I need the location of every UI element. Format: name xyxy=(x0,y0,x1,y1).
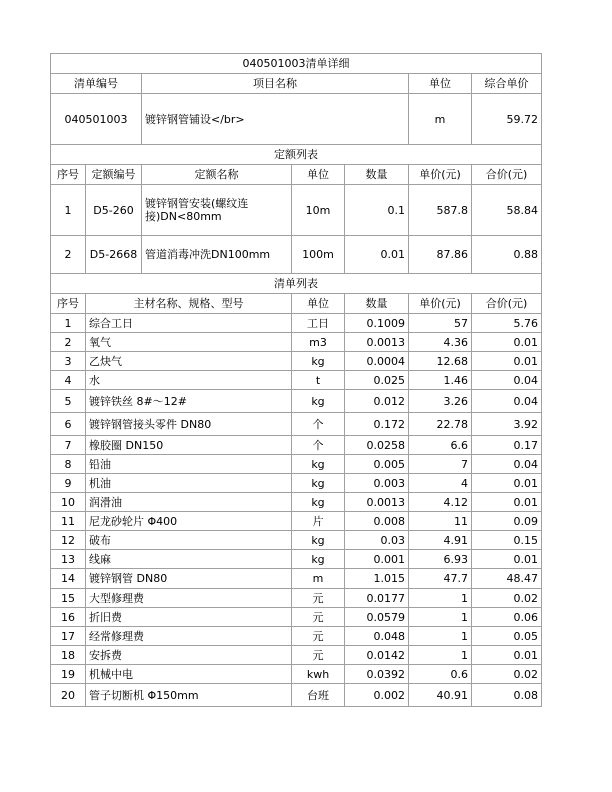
material-unit-price: 4 xyxy=(409,474,472,493)
material-unit: t xyxy=(292,371,345,390)
material-unit-price: 7 xyxy=(409,455,472,474)
material-name: 管子切断机 Φ150mm xyxy=(86,684,292,707)
material-qty: 0.0013 xyxy=(345,493,409,512)
material-header-name: 主材名称、规格、型号 xyxy=(86,294,292,314)
quota-header-no: 序号 xyxy=(51,165,86,185)
material-unit-price: 11 xyxy=(409,512,472,531)
material-total: 0.09 xyxy=(472,512,542,531)
material-total: 0.04 xyxy=(472,455,542,474)
material-section-title: 清单列表 xyxy=(51,274,542,294)
quota-header-unit-price: 单价(元) xyxy=(409,165,472,185)
material-name: 乙炔气 xyxy=(86,352,292,371)
table-row xyxy=(51,684,542,707)
table-row xyxy=(51,665,542,684)
quota-unit: 100m xyxy=(292,236,345,274)
material-total: 0.05 xyxy=(472,627,542,646)
material-name: 大型修理费 xyxy=(86,589,292,608)
material-unit: 台班 xyxy=(292,684,345,707)
material-name: 润滑油 xyxy=(86,493,292,512)
list-item-unit: m xyxy=(409,94,472,145)
material-no: 10 xyxy=(51,493,86,512)
quota-header-qty: 数量 xyxy=(345,165,409,185)
material-no: 14 xyxy=(51,569,86,589)
material-unit-price: 1 xyxy=(409,589,472,608)
material-no: 19 xyxy=(51,665,86,684)
quota-qty: 0.1 xyxy=(345,185,409,236)
material-no: 2 xyxy=(51,333,86,352)
list-header-unit: 单位 xyxy=(409,74,472,94)
table-row xyxy=(51,512,542,531)
material-qty: 0.005 xyxy=(345,455,409,474)
material-total: 0.04 xyxy=(472,371,542,390)
list-item-price: 59.72 xyxy=(472,94,542,145)
material-name: 铅油 xyxy=(86,455,292,474)
material-qty: 0.002 xyxy=(345,684,409,707)
material-header-unit-price: 单价(元) xyxy=(409,294,472,314)
material-total: 5.76 xyxy=(472,314,542,333)
quota-unit: 10m xyxy=(292,185,345,236)
material-qty: 0.172 xyxy=(345,413,409,436)
list-header-price: 综合单价 xyxy=(472,74,542,94)
material-header-qty: 数量 xyxy=(345,294,409,314)
table-row xyxy=(51,493,542,512)
material-name: 镀锌钢管 DN80 xyxy=(86,569,292,589)
material-no: 12 xyxy=(51,531,86,550)
material-qty: 0.025 xyxy=(345,371,409,390)
quota-row xyxy=(51,185,542,236)
table-row xyxy=(51,550,542,569)
material-name: 水 xyxy=(86,371,292,390)
material-unit: kg xyxy=(292,352,345,371)
material-total: 0.01 xyxy=(472,333,542,352)
table-row xyxy=(51,455,542,474)
material-qty: 0.03 xyxy=(345,531,409,550)
material-no: 3 xyxy=(51,352,86,371)
material-unit: kg xyxy=(292,493,345,512)
material-total: 0.02 xyxy=(472,665,542,684)
material-unit: 元 xyxy=(292,608,345,627)
material-unit: 片 xyxy=(292,512,345,531)
material-unit-price: 1 xyxy=(409,608,472,627)
quota-header-total: 合价(元) xyxy=(472,165,542,185)
material-qty: 0.003 xyxy=(345,474,409,493)
material-no: 8 xyxy=(51,455,86,474)
material-unit: m3 xyxy=(292,333,345,352)
material-total: 0.08 xyxy=(472,684,542,707)
table-row xyxy=(51,646,542,665)
material-total: 0.15 xyxy=(472,531,542,550)
material-unit-price: 22.78 xyxy=(409,413,472,436)
material-unit-price: 6.6 xyxy=(409,436,472,455)
table-row xyxy=(51,627,542,646)
material-unit: kg xyxy=(292,550,345,569)
material-unit-price: 12.68 xyxy=(409,352,472,371)
material-qty: 0.0258 xyxy=(345,436,409,455)
material-total: 0.06 xyxy=(472,608,542,627)
material-unit-price: 0.6 xyxy=(409,665,472,684)
table-row xyxy=(51,333,542,352)
material-qty: 0.001 xyxy=(345,550,409,569)
material-unit-price: 6.93 xyxy=(409,550,472,569)
material-no: 17 xyxy=(51,627,86,646)
table-row xyxy=(51,390,542,413)
list-item-name: 镀锌钢管铺设</br> xyxy=(142,94,409,145)
material-unit-price: 1 xyxy=(409,646,472,665)
material-qty: 0.1009 xyxy=(345,314,409,333)
material-unit: kg xyxy=(292,455,345,474)
material-no: 20 xyxy=(51,684,86,707)
material-qty: 0.012 xyxy=(345,390,409,413)
quota-row xyxy=(51,236,542,274)
material-unit: 元 xyxy=(292,646,345,665)
table-row xyxy=(51,531,542,550)
material-unit-price: 40.91 xyxy=(409,684,472,707)
quota-code: D5-260 xyxy=(86,185,142,236)
material-header-unit: 单位 xyxy=(292,294,345,314)
material-no: 15 xyxy=(51,589,86,608)
quota-total: 0.88 xyxy=(472,236,542,274)
material-name: 破布 xyxy=(86,531,292,550)
material-name: 机械中电 xyxy=(86,665,292,684)
material-no: 13 xyxy=(51,550,86,569)
quota-qty: 0.01 xyxy=(345,236,409,274)
material-total: 48.47 xyxy=(472,569,542,589)
quota-header-code: 定额编号 xyxy=(86,165,142,185)
material-header-total: 合价(元) xyxy=(472,294,542,314)
material-no: 1 xyxy=(51,314,86,333)
material-unit-price: 1 xyxy=(409,627,472,646)
material-unit-price: 1.46 xyxy=(409,371,472,390)
material-name: 综合工日 xyxy=(86,314,292,333)
material-header-no: 序号 xyxy=(51,294,86,314)
material-qty: 0.0177 xyxy=(345,589,409,608)
material-total: 0.17 xyxy=(472,436,542,455)
quota-total: 58.84 xyxy=(472,185,542,236)
material-total: 0.04 xyxy=(472,390,542,413)
material-unit: kg xyxy=(292,531,345,550)
material-unit: 个 xyxy=(292,436,345,455)
material-no: 5 xyxy=(51,390,86,413)
table-title: 040501003清单详细 xyxy=(51,54,542,74)
material-unit: kg xyxy=(292,390,345,413)
material-qty: 0.0392 xyxy=(345,665,409,684)
material-no: 4 xyxy=(51,371,86,390)
quota-code: D5-2668 xyxy=(86,236,142,274)
material-unit: m xyxy=(292,569,345,589)
table-row xyxy=(51,314,542,333)
material-name: 机油 xyxy=(86,474,292,493)
list-header-code: 清单编号 xyxy=(51,74,142,94)
material-qty: 0.0579 xyxy=(345,608,409,627)
material-name: 经常修理费 xyxy=(86,627,292,646)
material-name: 线麻 xyxy=(86,550,292,569)
list-item-code: 040501003 xyxy=(51,94,142,145)
material-qty: 0.048 xyxy=(345,627,409,646)
material-total: 0.01 xyxy=(472,493,542,512)
table-row xyxy=(51,352,542,371)
quota-header-unit: 单位 xyxy=(292,165,345,185)
material-name: 安拆费 xyxy=(86,646,292,665)
material-no: 9 xyxy=(51,474,86,493)
material-qty: 0.008 xyxy=(345,512,409,531)
material-unit: kwh xyxy=(292,665,345,684)
material-name: 氧气 xyxy=(86,333,292,352)
quota-name: 管道消毒冲洗DN100mm xyxy=(142,236,292,274)
material-total: 0.02 xyxy=(472,589,542,608)
material-unit: 工日 xyxy=(292,314,345,333)
material-qty: 1.015 xyxy=(345,569,409,589)
quota-unit-price: 587.8 xyxy=(409,185,472,236)
material-unit-price: 47.7 xyxy=(409,569,472,589)
material-unit-price: 4.91 xyxy=(409,531,472,550)
material-name: 镀锌钢管接头零件 DN80 xyxy=(86,413,292,436)
material-qty: 0.0013 xyxy=(345,333,409,352)
material-total: 0.01 xyxy=(472,352,542,371)
quota-unit-price: 87.86 xyxy=(409,236,472,274)
material-no: 16 xyxy=(51,608,86,627)
material-unit: 元 xyxy=(292,627,345,646)
material-qty: 0.0004 xyxy=(345,352,409,371)
material-list xyxy=(51,314,542,707)
list-header-name: 项目名称 xyxy=(142,74,409,94)
material-unit-price: 4.36 xyxy=(409,333,472,352)
table-row xyxy=(51,371,542,390)
quota-header-name: 定额名称 xyxy=(142,165,292,185)
quota-name: 镀锌钢管安装(螺纹连接)DN<80mm xyxy=(142,185,292,236)
material-no: 7 xyxy=(51,436,86,455)
material-name: 橡胶圈 DN150 xyxy=(86,436,292,455)
material-unit-price: 3.26 xyxy=(409,390,472,413)
material-no: 6 xyxy=(51,413,86,436)
material-name: 镀锌铁丝 8#～12# xyxy=(86,390,292,413)
material-qty: 0.0142 xyxy=(345,646,409,665)
table-row xyxy=(51,436,542,455)
material-total: 0.01 xyxy=(472,646,542,665)
table-row xyxy=(51,413,542,436)
material-unit: kg xyxy=(292,474,345,493)
material-name: 尼龙砂轮片 Φ400 xyxy=(86,512,292,531)
quota-no: 2 xyxy=(51,236,86,274)
material-total: 0.01 xyxy=(472,550,542,569)
quota-no: 1 xyxy=(51,185,86,236)
material-unit: 个 xyxy=(292,413,345,436)
material-name: 折旧费 xyxy=(86,608,292,627)
material-no: 18 xyxy=(51,646,86,665)
material-no: 11 xyxy=(51,512,86,531)
table-row xyxy=(51,474,542,493)
material-unit: 元 xyxy=(292,589,345,608)
table-row xyxy=(51,569,542,589)
quota-section-title: 定额列表 xyxy=(51,145,542,165)
material-unit-price: 57 xyxy=(409,314,472,333)
table-row xyxy=(51,608,542,627)
material-unit-price: 4.12 xyxy=(409,493,472,512)
detail-table xyxy=(50,53,542,707)
table-row xyxy=(51,589,542,608)
material-total: 3.92 xyxy=(472,413,542,436)
material-total: 0.01 xyxy=(472,474,542,493)
